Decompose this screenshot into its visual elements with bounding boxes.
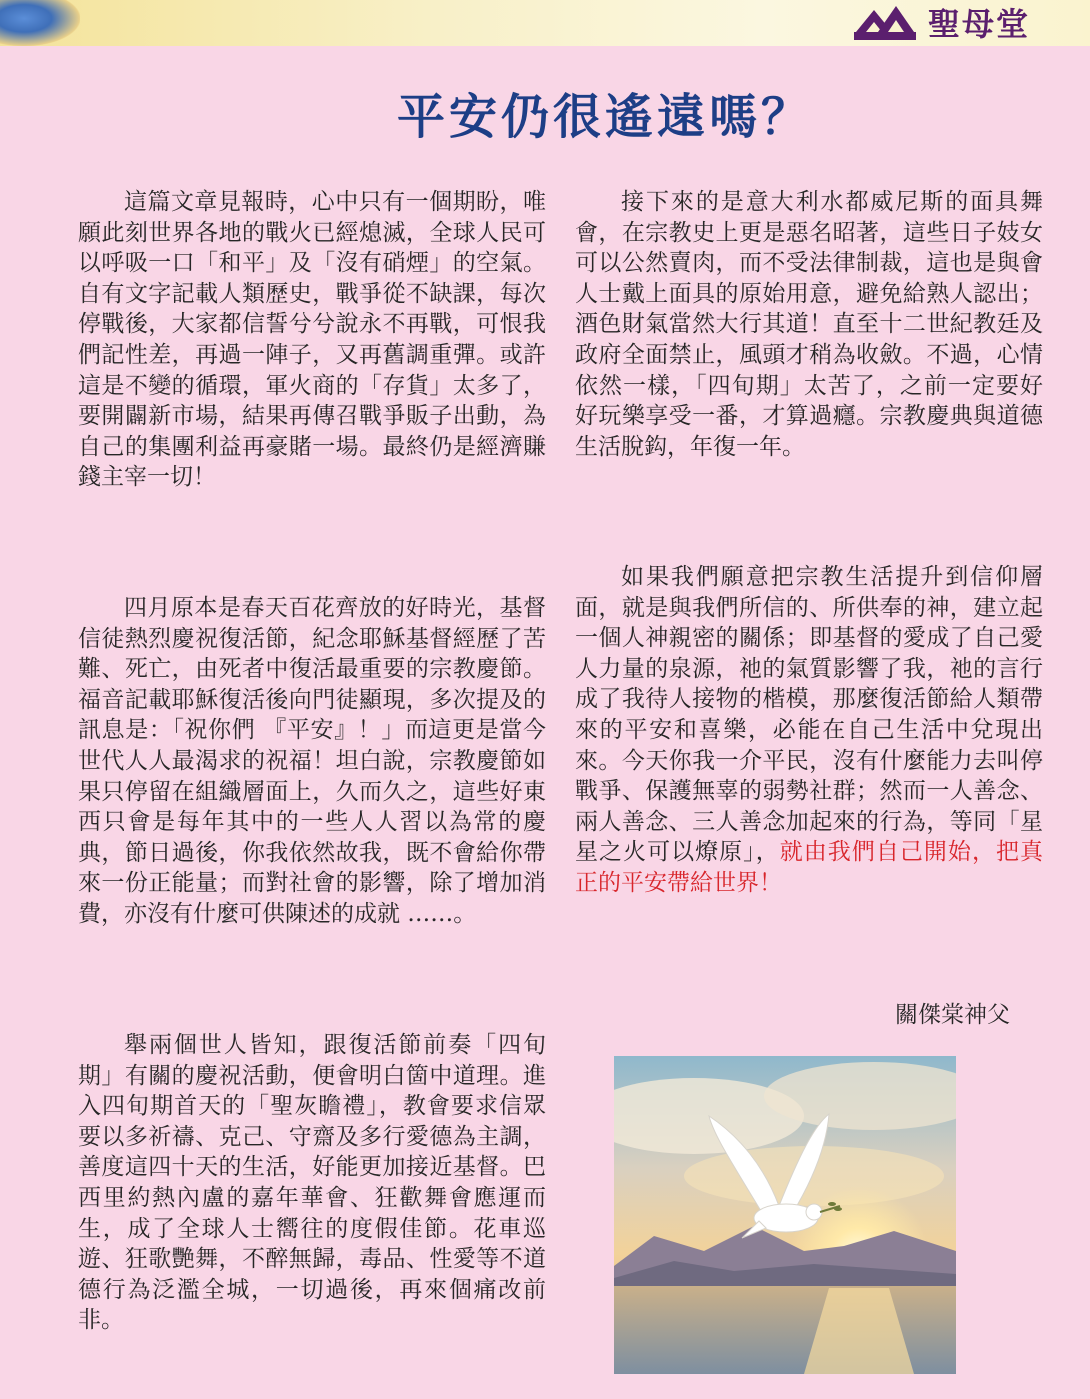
article-title: 平安仍很遙遠嗎？ — [396, 89, 813, 145]
church-roof-icon — [854, 4, 916, 40]
logo — [854, 2, 1030, 42]
paragraph-3: 舉兩個世人皆知，跟復活節前奏「四旬期」有關的慶祝活動，便會明白箇中道理。進入四旬期首天的「聖灰瞻禮」，教會要求信眾要以多祈禱、克己、守齋及多行愛德為主調，善度這四十天的生活，好能更加接近基督。巴西里約熱內盧的嘉年華會、狂歡舞會應運而生，成了全球人士嚮往的度假佳節。花車巡遊、狂歌艷舞，不醉無歸，毒品、性愛等不道德行為泛濫全城，一切過後，再來個痛改前非。 — [78, 1032, 546, 1334]
paragraph-4: 接下來的是意大利水都威尼斯的面具舞會，在宗教史上更是惡名昭著，這些日子妓女可以公然賣肉，而不受法律制裁，這也是與會人士戴上面具的原始用意，避免給熟人認出；酒色財氣當然大行其道！直至十二世紀教廷及政府全面禁止，風頭才稍為收斂。不過，心情依然一樣，「四旬期」太苦了，之前一定要好好玩樂享受一番，才算過癮。宗教慶典與道德生活脫鈎，年復一年。 — [575, 189, 1043, 460]
header-figure-image — [0, 0, 80, 46]
paragraph-5 — [575, 562, 1043, 899]
author-signature: 關傑棠神父 — [895, 1002, 1010, 1028]
paragraph-5-text: 如果我們願意把宗教生活提升到信仰層面，就是與我們所信的、所供奉的神，建立起一個人神親密的關係；即基督的愛成了自己愛人力量的泉源，祂的氣質影響了我，祂的言行成了我待人接物的楷模，那麼復活節給人類帶來的平安和喜樂，必能在自己生活中兌現出來。今天你我一介平民，沒有什麼能力去叫停戰爭、保護無辜的弱勢社群；然而一人善念、兩人善念、三人善念加起來的行為，等同「星星之火可以燎原」， — [575, 564, 1043, 866]
paragraph-5-highlight: 就由我們自己開始，把真正的平安帶給世界！ — [575, 839, 1044, 896]
dove-sunset-image — [614, 1056, 956, 1374]
paragraph-1: 這篇文章見報時，心中只有一個期盼，唯願此刻世界各地的戰火已經熄滅，全球人民可以呼吸一口「和平」及「沒有硝煙」的空氣。自有文字記載人類歷史，戰爭從不缺課，每次停戰後，大家都信誓兮兮說永不再戰，可恨我們記性差，再過一陣子，又再舊調重彈。或許這是不變的循環，軍火商的「存貨」太多了，要開闢新市場，結果再傳召戰爭販子出動，為自己的集團利益再豪賭一場。最終仍是經濟賺錢主宰一切！ — [78, 189, 546, 491]
logo-text: 聖母堂 — [927, 5, 1030, 43]
paragraph-2: 四月原本是春天百花齊放的好時光，基督信徒熱烈慶祝復活節，紀念耶穌基督經歷了苦難、死亡，由死者中復活最重要的宗教慶節。福音記載耶穌復活後向門徒顯現，多次提及的訊息是：「祝你們 『平安』！」而這更是當今世代人人最渴求的祝福！坦白說，宗教慶節如果只停留在組織層面上，久而久之，這些好東西只會是每年其中的一些人人習以為常的慶典，節日過後，你我依然故我，既不會給你帶來一份正能量；而對社會的影響，除了增加消費，亦沒有什麼可供陳述的成就 ……。 — [78, 595, 546, 927]
